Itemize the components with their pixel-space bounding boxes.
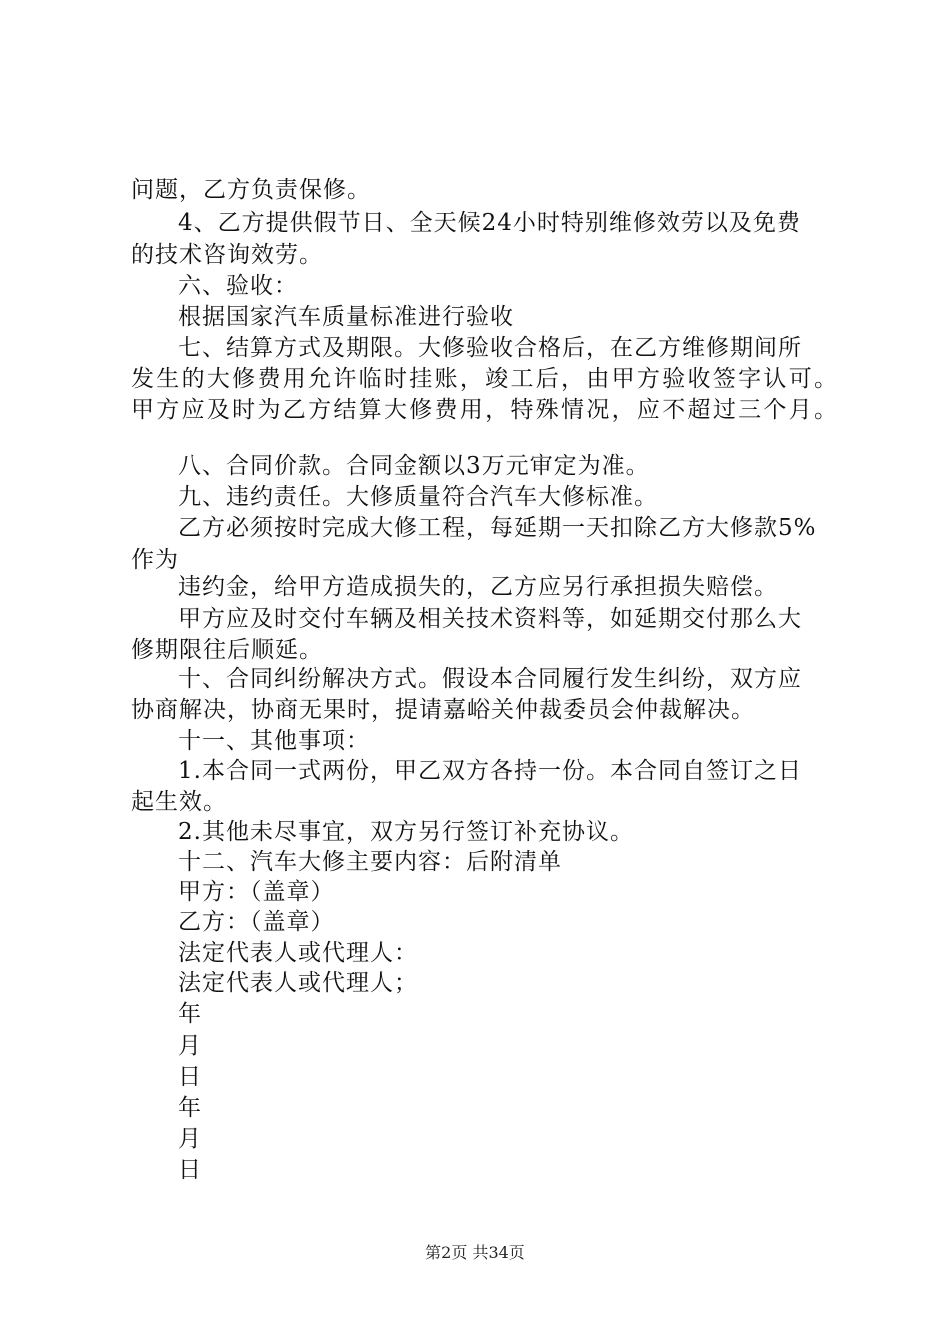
body-line: 乙方必须按时完成大修工程，每延期一天扣除乙方大修款5% [178,515,817,541]
section-heading: 十一、其他事项： [178,728,370,754]
section-heading: 六、验收： [178,273,298,299]
section-heading: 十二、汽车大修主要内容：后附清单 [178,849,562,875]
body-line: 4、乙方提供假节日、全天候24小时特别维修效劳以及免费 [178,210,801,236]
body-line: 甲方应及时交付车辆及相关技术资料等，如延期交付那么大 [178,606,802,632]
body-line: 协商解决，协商无果时，提请嘉峪关仲裁委员会仲裁解决。 [131,697,755,723]
party-b-seal: 乙方：（盖章） [178,909,335,935]
date-month: 月 [178,1126,202,1152]
body-line: 十、合同纠纷解决方式。假设本合同履行发生纠纷，双方应 [178,666,802,692]
date-year: 年 [178,1001,202,1027]
body-line: 违约金，给甲方造成损失的，乙方应另行承担损失赔偿。 [178,574,778,600]
body-line: 2.其他未尽事宜，双方另行签订补充协议。 [178,819,634,845]
body-line: 作为 [131,547,179,573]
date-month: 月 [178,1033,202,1059]
body-line: 九、违约责任。大修质量符合汽车大修标准。 [178,484,658,510]
date-year: 年 [178,1095,202,1121]
body-line: 甲方应及时为乙方结算大修费用，特殊情况，应不超过三个月。 [131,397,837,423]
page-number: 第2页 共34页 [425,1243,525,1262]
legal-representative: 法定代表人或代理人； [178,970,418,996]
body-line: 修期限往后顺延。 [131,637,323,663]
body-line: 1.本合同一式两份，甲乙双方各持一份。本合同自签订之日 [178,758,802,784]
body-line: 起生效。 [131,789,227,815]
body-line: 问题，乙方负责保修。 [131,177,371,203]
body-line: 八、合同价款。合同金额以3万元审定为准。 [178,453,650,479]
body-line: 七、结算方式及期限。大修验收合格后，在乙方维修期间所 [178,335,802,361]
party-a-seal: 甲方：（盖章） [178,879,335,905]
body-line: 的技术咨询效劳。 [131,242,323,268]
body-line: 根据国家汽车质量标准进行验收 [178,304,514,330]
body-line: 发生的大修费用允许临时挂账，竣工后，由甲方验收签字认可。 [131,366,837,392]
date-day: 日 [178,1157,202,1183]
date-day: 日 [178,1064,202,1090]
legal-representative: 法定代表人或代理人： [178,940,418,966]
